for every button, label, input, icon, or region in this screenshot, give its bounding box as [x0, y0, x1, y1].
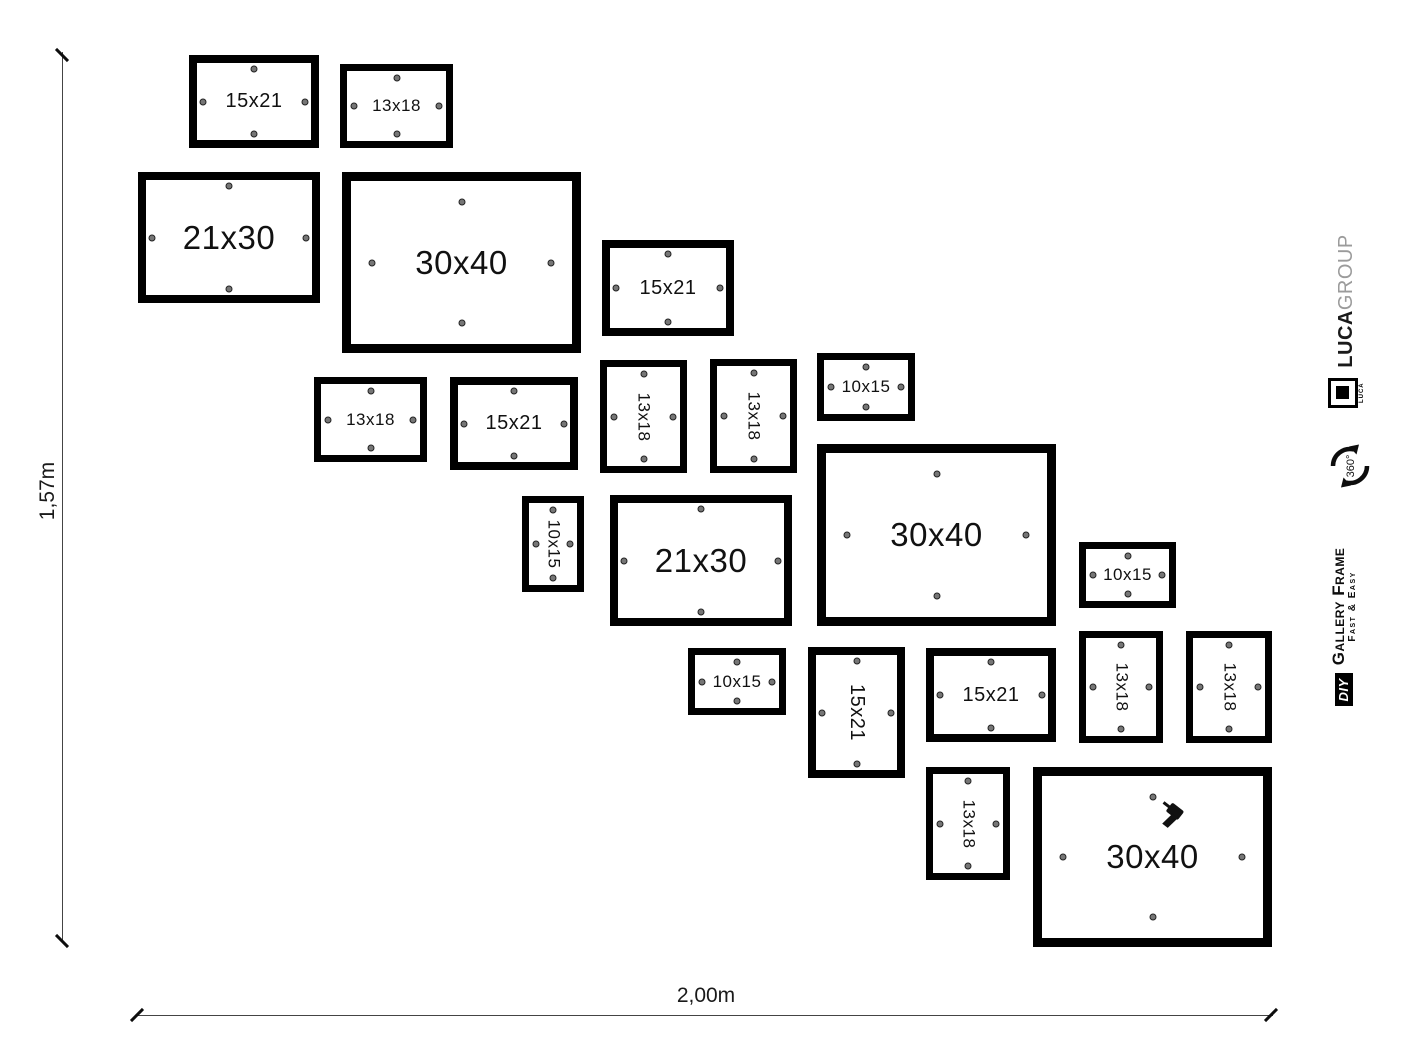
- frame-30x40-landscape: [342, 172, 581, 353]
- frame-size-label: 30x40: [415, 243, 508, 281]
- frame-13x18-landscape: [314, 377, 427, 462]
- width-dimension-line: [136, 1015, 1273, 1016]
- frame-13x18-landscape: [340, 64, 453, 148]
- frame-size-label: 10x15: [544, 519, 564, 569]
- height-dimension-label: 1,57m: [36, 461, 59, 521]
- square-in-square-icon: [1328, 378, 1358, 408]
- frame-21x30-landscape: [610, 495, 792, 626]
- frame-size-label: 13x18: [744, 391, 764, 441]
- frame-15x21-landscape: [189, 55, 319, 148]
- frame-size-label: 21x30: [182, 218, 276, 256]
- frame-size-label: 15x21: [225, 90, 283, 112]
- circular-arrows-icon: [1325, 441, 1375, 491]
- frame-size-label: 21x30: [654, 541, 748, 579]
- frame-13x18-portrait: [1079, 631, 1163, 743]
- width-dimension-label: 2,00m: [676, 984, 736, 1007]
- frame-30x40-landscape: [1033, 767, 1272, 947]
- gallery-frame-title: Gallery Frame: [1328, 547, 1348, 666]
- frame-size-label: 15x21: [639, 276, 697, 299]
- frame-size-label: 15x21: [846, 684, 868, 741]
- frame-size-label: 13x18: [1111, 662, 1131, 712]
- luca-group-wordmark: [1335, 234, 1358, 367]
- luca-wordmark-name: LUCA: [1334, 310, 1357, 368]
- frame-size-label: 15x21: [485, 412, 543, 434]
- frame-size-label: 15x21: [962, 683, 1020, 706]
- frame-size-label: 13x18: [958, 799, 978, 848]
- frame-10x15-landscape: [817, 353, 915, 421]
- frame-21x30-landscape: [138, 172, 320, 303]
- frame-size-label: 30x40: [890, 516, 983, 553]
- luca-wordmark-suffix: GROUP: [1334, 234, 1357, 311]
- frame-13x18-portrait: [926, 767, 1010, 880]
- frame-15x21-landscape: [450, 377, 578, 470]
- frame-15x21-landscape: [926, 648, 1056, 742]
- frame-size-label: 10x15: [1103, 565, 1152, 584]
- frame-10x15-landscape: [688, 648, 786, 715]
- gallery-frame-subtitle: Fast & Easy: [1346, 571, 1358, 642]
- frame-size-label: 13x18: [634, 392, 654, 441]
- luca-logo-mark: [1328, 378, 1365, 408]
- frame-15x21-landscape: [602, 240, 734, 336]
- frame-13x18-portrait: [710, 359, 797, 473]
- frame-13x18-portrait: [600, 360, 687, 473]
- frame-size-label: 10x15: [841, 377, 891, 396]
- frame-size-label: 13x18: [1219, 662, 1239, 712]
- frame-13x18-portrait: [1186, 631, 1272, 743]
- frame-10x15-landscape: [1079, 542, 1176, 608]
- svg-text:360°: 360°: [1345, 454, 1357, 478]
- luca-logo-small-text: LUCA: [1358, 382, 1365, 404]
- rotation-360-icon: [1325, 441, 1375, 491]
- gallery-frame-brand: [1321, 541, 1367, 713]
- frame-size-label: 13x18: [372, 96, 421, 115]
- frame-10x15-portrait: [522, 496, 584, 592]
- frame-size-label: 10x15: [712, 671, 762, 691]
- frame-30x40-landscape: [817, 444, 1056, 626]
- height-dimension-line: [62, 52, 63, 943]
- frame-15x21-portrait: [808, 647, 905, 778]
- frame-size-label: 30x40: [1106, 838, 1199, 875]
- frame-size-label: 13x18: [346, 409, 395, 429]
- drill-cursor-icon: [1158, 798, 1188, 832]
- diy-badge: DIY: [1335, 673, 1353, 706]
- luca-group-logo: [1324, 236, 1368, 406]
